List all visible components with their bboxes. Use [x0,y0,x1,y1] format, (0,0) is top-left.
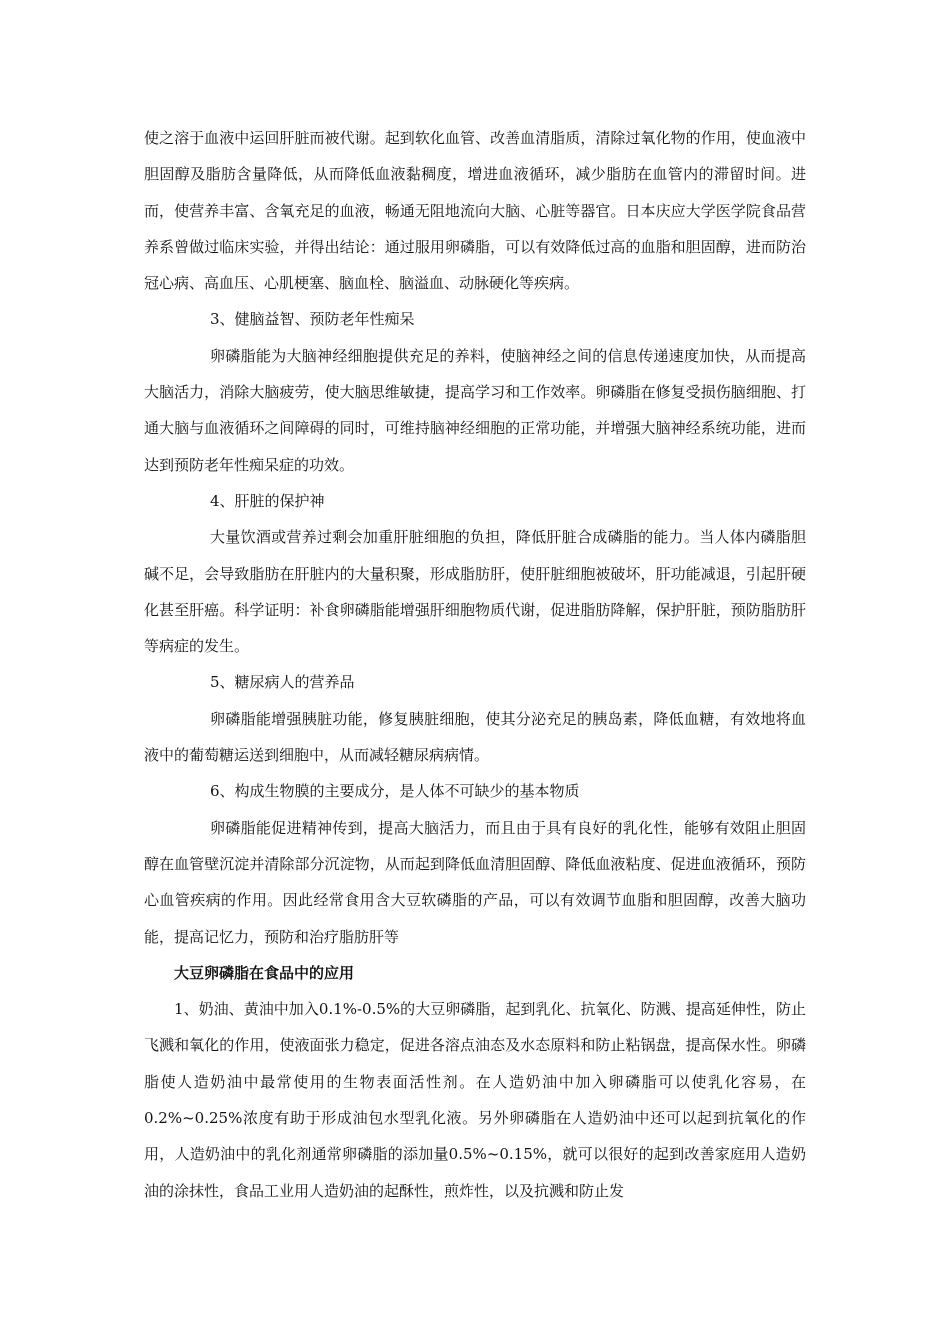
paragraph-biomembrane: 卵磷脂能促进精神传到，提高大脑活力，而且由于具有良好的乳化性，能够有效阻止胆固醇在血管壁沉淀并清除部分沉淀物，从而起到降低血清胆固醇、降低血液粘度、促进血液循环，预防心血管疾病的作用。因此经常食用含大豆软磷脂的产品，可以有效调节血脂和胆固醇，改善大脑功能，提高记忆力，预防和治疗脂肪肝等 [144,818,806,946]
heading-brain-health: 3、健脑益智、预防老年性痴呆 [210,310,415,329]
paragraph-blood-lipids: 使之溶于血液中运回肝脏而被代谢。起到软化血管、改善血清脂质，清除过氧化物的作用，使血液中胆固醇及脂肪含量降低，从而降低血液黏稠度，增进血液循环，减少脂肪在血管内的滞留时间。进而，使营养丰富、含氧充足的血液，畅通无阻地流向大脑、心脏等器官。日本庆应大学医学院食品营养系曾做过临床实验，并得出结论：通过服用卵磷脂，可以有效降低过高的血脂和胆固醇，进而防治冠心病、高血压、心肌梗塞、脑血栓、脑溢血、动脉硬化等疾病。 [144,129,806,293]
paragraph-liver: 大量饮酒或营养过剩会加重肝脏细胞的负担，降低肝脏合成磷脂的能力。当人体内磷脂胆碱不足，会导致脂肪在肝脏内的大量积聚，形成脂肪肝，使肝脏细胞被破坏，肝功能减退，引起肝硬化甚至肝癌。科学证明：补食卵磷脂能增强肝细胞物质代谢，促进脂肪降解，保护肝脏，预防脂肪肝等病症的发生。 [144,528,806,656]
paragraph-butter-application: 1、奶油、黄油中加入0.1%-0.5%的大豆卵磷脂，起到乳化、抗氧化、防溅、提高延伸性，防止飞溅和氧化的作用，使液面张力稳定，促进各溶点油态及水态原料和防止粘锅盘，提高保水性。卵磷脂使人造奶油中最常使用的生物表面活性剂。在人造奶油中加入卵磷脂可以使乳化容易，在0.2%~0.25%浓度有助于形成油包水型乳化液。另外卵磷脂在人造奶油中还可以起到抗氧化的作用，人造奶油中的乳化剂通常卵磷脂的添加量0.5%~0.15%，就可以很好的起到改善家庭用人造奶油的涂抹性，食品工业用人造奶油的起酥性，煎炸性，以及抗溅和防止发 [144,1000,806,1200]
heading-liver: 4、肝脏的保护神 [210,491,325,510]
paragraph-brain-health: 卵磷脂能为大脑神经细胞提供充足的养料，使脑神经之间的信息传递速度加快，从而提高大脑活力，消除大脑疲劳，使大脑思维敏捷，提高学习和工作效率。卵磷脂在修复受损伤脑细胞、打通大脑与血液循环之间障碍的同时，可维持脑神经细胞的正常功能，并增强大脑神经系统功能，进而达到预防老年性痴呆症的功效。 [144,346,806,474]
document-body [144,120,806,1209]
paragraph-diabetes: 卵磷脂能增强胰脏功能，修复胰脏细胞，使其分泌充足的胰岛素，降低血糖，有效地将血液中的葡萄糖运送到细胞中，从而减轻糖尿病病情。 [144,709,806,765]
heading-diabetes: 5、糖尿病人的营养品 [210,673,355,692]
section-title-food-application: 大豆卵磷脂在食品中的应用 [174,963,355,982]
heading-biomembrane: 6、构成生物膜的主要成分，是人体不可缺少的基本物质 [210,782,580,801]
